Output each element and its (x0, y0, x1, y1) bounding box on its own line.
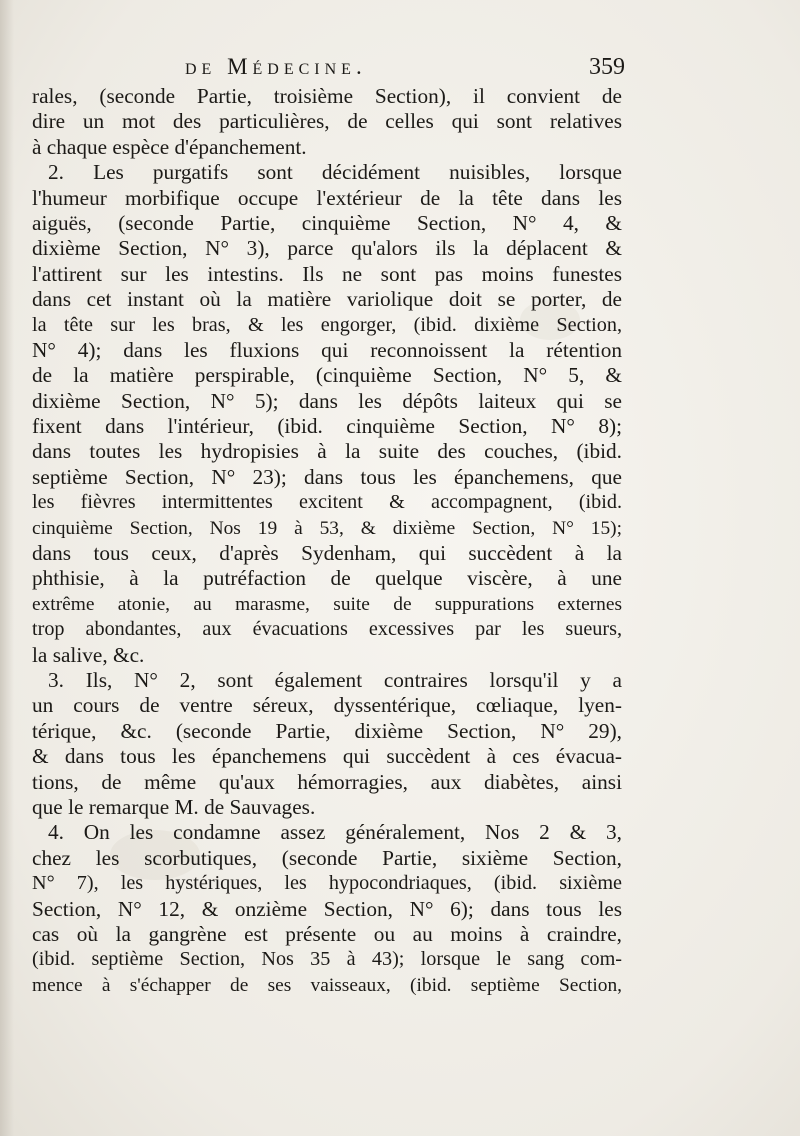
text-line: dire un mot des particulières, de celles qui sont relatives (32, 109, 622, 134)
text-line: fixent dans l'intérieur, (ibid. cinquième Section, N° 8); (32, 414, 622, 439)
text-line: dans toutes les hydropisies à la suite des couches, (ibid. (32, 439, 622, 464)
text-line: l'humeur morbifique occupe l'extérieur de la tête dans les (32, 185, 622, 210)
text-line: à chaque espèce d'épanchement. (32, 134, 307, 159)
text-line: les fièvres intermittentes excitent & accompagnent, (ibid. (32, 491, 622, 514)
running-head: de Médecine. (185, 54, 367, 79)
text-line: Section, N° 12, & onzième Section, N° 6); dans tous les (32, 896, 622, 921)
text-line: mence à s'échapper de ses vaisseaux, (ibid. septième Section, (32, 974, 622, 996)
text-line: de la matière perspirable, (cinquième Section, N° 5, & (32, 363, 622, 388)
text-line: septième Section, N° 23); dans tous les épanchemens, que (32, 464, 622, 489)
body-text (32, 84, 622, 998)
text-line: térique, &c. (seconde Partie, dixième Section, N° 29), (32, 718, 622, 743)
text-line: 2. Les purgatifs sont décidément nuisibles, lorsque (48, 160, 622, 185)
text-line: dixième Section, N° 3), parce qu'alors ils la déplacent & (32, 236, 622, 261)
text-line: 3. Ils, N° 2, sont également contraires lorsqu'il y a (48, 667, 622, 692)
text-line: la tête sur les bras, & les engorger, (ibid. dixième Section, (32, 313, 622, 336)
text-line: dixième Section, N° 5); dans les dépôts laiteux qui se (32, 388, 622, 413)
page-number: 359 (589, 54, 625, 80)
text-line: (ibid. septième Section, Nos 35 à 43); lorsque le sang com- (32, 948, 622, 971)
text-line: un cours de ventre séreux, dyssentérique, cœliaque, lyen- (32, 693, 622, 718)
text-line: extrême atonie, au marasme, suite de suppurations externes (32, 593, 622, 615)
text-line: aiguës, (seconde Partie, cinquième Section, N° 4, & (32, 210, 622, 235)
text-line: dans tous ceux, d'après Sydenham, qui succèdent à la (32, 541, 622, 566)
text-line: cas où la gangrène est présente ou au moins à craindre, (32, 921, 622, 946)
text-line: la salive, &c. (32, 642, 145, 667)
text-line: phthisie, à la putréfaction de quelque viscère, à une (32, 566, 622, 591)
text-line: l'attirent sur les intestins. Ils ne sont pas moins funestes (32, 261, 622, 286)
text-line: que le remarque M. de Sauvages. (32, 794, 316, 819)
page-header (185, 54, 625, 86)
text-line: chez les scorbutiques, (seconde Partie, sixième Section, (32, 845, 622, 870)
page-gutter-shadow (0, 0, 14, 1136)
text-line: 4. On les condamne assez généralement, Nos 2 & 3, (48, 820, 622, 845)
text-line: cinquième Section, Nos 19 à 53, & dixième Section, N° 15); (32, 517, 622, 539)
text-line: rales, (seconde Partie, troisième Section), il convient de (32, 84, 622, 108)
text-line: N° 7), les hystériques, les hypocondriaques, (ibid. sixième (32, 872, 622, 895)
text-line: dans cet instant où la matière variolique doit se porter, de (32, 287, 622, 312)
text-line: tions, de même qu'aux hémorragies, aux diabètes, ainsi (32, 769, 622, 794)
text-line: trop abondantes, aux évacuations excessives par les sueurs, (32, 618, 622, 641)
text-line: & dans tous les épanchemens qui succèdent à ces évacua- (32, 744, 622, 769)
text-line: N° 4); dans les fluxions qui reconnoissent la rétention (32, 337, 622, 362)
